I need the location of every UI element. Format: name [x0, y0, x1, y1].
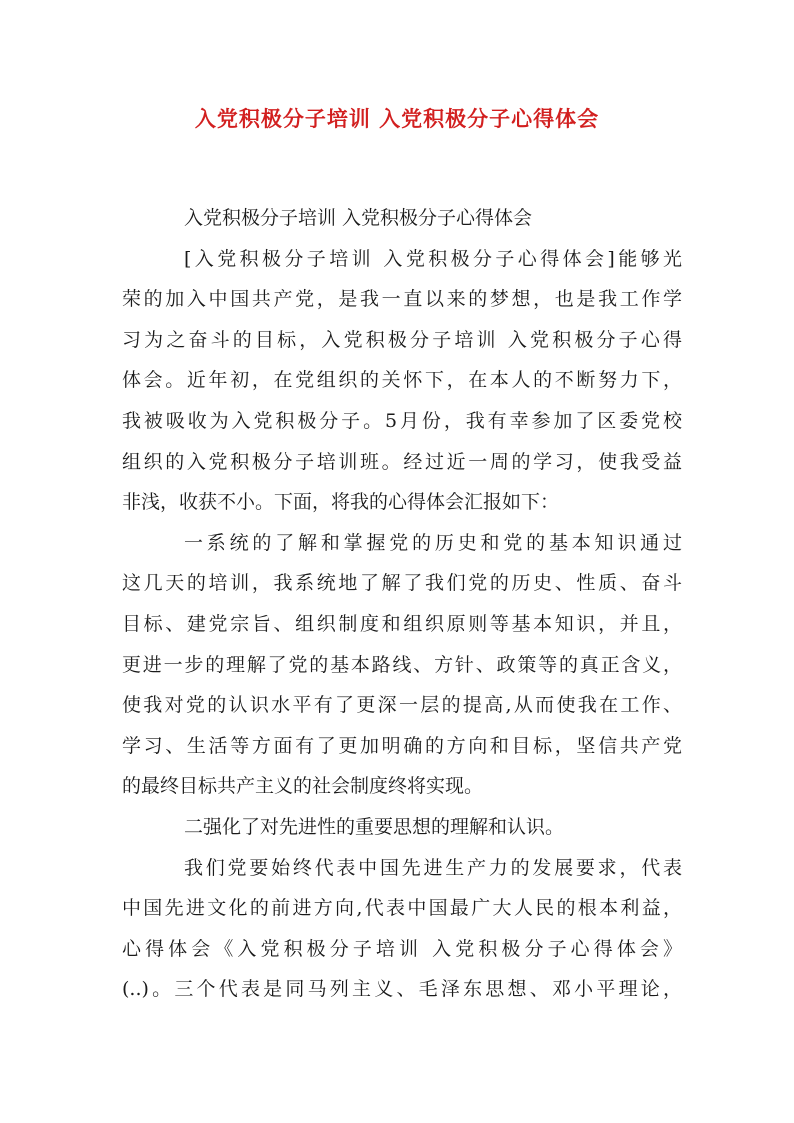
document-title: 入党积极分子培训 入党积极分子心得体会: [194, 106, 600, 131]
section-heading-1: 一系统的了解和掌握党的历史和党的基本知识通过: [184, 531, 682, 554]
body-line: 的最终目标共产主义的社会制度终将实现。: [122, 775, 484, 798]
body-line: 目标、建党宗旨、组织制度和组织原则等基本知识，并且，: [122, 612, 682, 635]
body-line: 荣的加入中国共产党，是我一直以来的梦想，也是我工作学: [122, 288, 682, 311]
body-line: (..)。三个代表是同马列主义、毛泽东思想、邓小平理论，: [122, 978, 682, 1001]
body-line-subtitle: 入党积极分子培训 入党积极分子心得体会: [184, 207, 533, 229]
body-line: 非浅，收获不小。下面，将我的心得体会汇报如下：: [122, 491, 560, 514]
body-line: 习为之奋斗的目标，入党积极分子培训 入党积极分子心得: [122, 328, 682, 351]
body-line: 我被吸收为入党积极分子。5月份，我有幸参加了区委党校: [122, 409, 682, 432]
body-line: 组织的入党积极分子培训班。经过近一周的学习，使我受益: [122, 450, 682, 473]
body-line: 这几天的培训，我系统地了解了我们党的历史、性质、奋斗: [122, 572, 682, 595]
body-line: 体会。近年初，在党组织的关怀下，在本人的不断努力下，: [122, 369, 682, 392]
body-line: [入党积极分子培训 入党积极分子心得体会]能够光: [184, 247, 682, 270]
body-line: 使我对党的认识水平有了更深一层的提高,从而使我在工作、: [122, 694, 682, 717]
body-line: 我们党要始终代表中国先进生产力的发展要求，代表: [184, 856, 682, 879]
body-line: 心得体会《入党积极分子培训 入党积极分子心得体会》: [122, 937, 682, 960]
body-line: 学习、生活等方面有了更加明确的方向和目标，坚信共产党: [122, 734, 682, 757]
body-line: 中国先进文化的前进方向,代表中国最广大人民的根本利益，: [122, 897, 682, 920]
document-body: [122, 198, 682, 1010]
section-heading-2: 二强化了对先进性的重要思想的理解和认识。: [184, 815, 565, 838]
body-line: 更进一步的理解了党的基本路线、方针、政策等的真正含义，: [122, 653, 682, 676]
